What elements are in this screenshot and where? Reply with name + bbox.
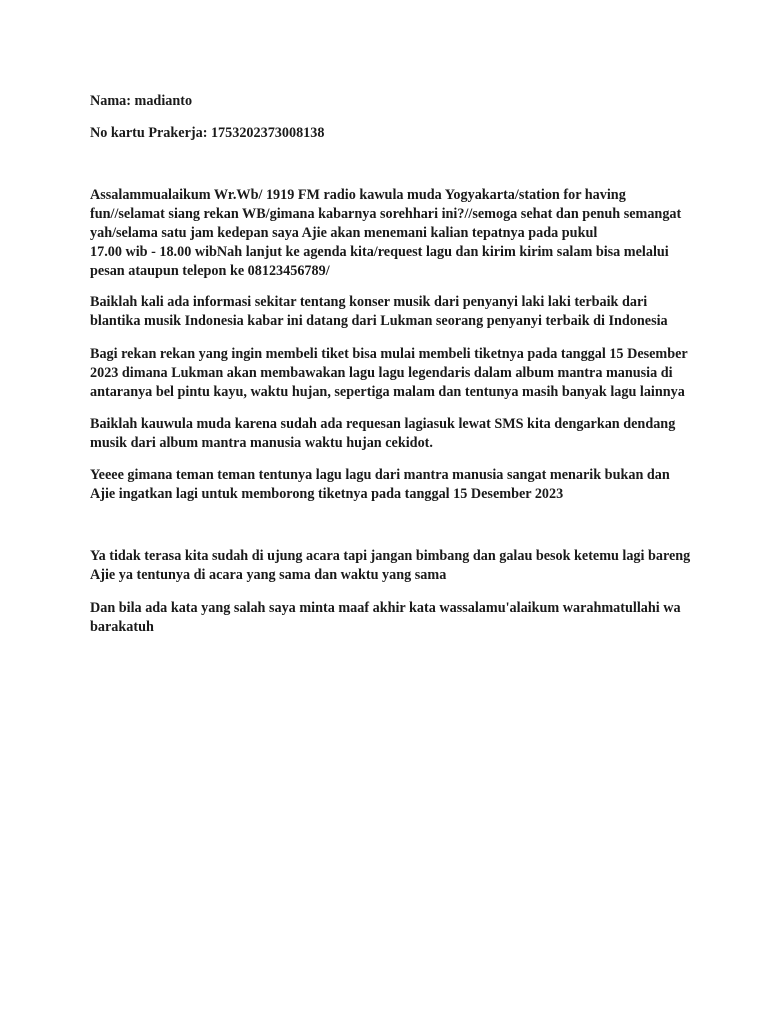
paragraph-line: Dan bila ada kata yang salah saya minta maaf akhir kata wassalamu'alaikum warahmatullahi wa (90, 600, 681, 616)
paragraph-opening (90, 186, 690, 281)
card-number-line (90, 124, 690, 143)
paragraph-line: Baiklah kauwula muda karena sudah ada requesan lagiasuk lewat SMS kita dengarkan dendang (90, 416, 676, 432)
paragraph-reminder (90, 466, 690, 504)
paragraph-line: Ya tidak terasa kita sudah di ujung acara tapi jangan bimbang dan galau besok ketemu lagi bareng (90, 548, 691, 564)
paragraph-line: Assalammualaikum Wr.Wb/ 1919 FM radio kawula muda Yogyakarta/station for having (90, 187, 626, 203)
paragraph-line: Ajie ya tentunya di acara yang sama dan waktu yang sama (90, 567, 447, 583)
paragraph-song-request (90, 415, 690, 453)
card-number-text: No kartu Prakerja: 1753202373008138 (90, 125, 325, 141)
paragraph-line: antaranya bel pintu kayu, waktu hujan, sepertiga malam dan tentunya masih banyak lagu lainnya (90, 384, 685, 400)
paragraph-line: musik dari album mantra manusia waktu hujan cekidot. (90, 435, 433, 451)
paragraph-line: blantika musik Indonesia kabar ini datang dari Lukman seorang penyanyi terbaik di Indonesia (90, 313, 668, 329)
paragraph-line: barakatuh (90, 619, 154, 635)
paragraph-line: Baiklah kali ada informasi sekitar tentang konser musik dari penyanyi laki laki terbaik dari (90, 294, 648, 310)
paragraph-line: Ajie ingatkan lagi untuk memborong tiketnya pada tanggal 15 Desember 2023 (90, 486, 564, 502)
paragraph-line: 2023 dimana Lukman akan membawakan lagu lagu legendaris dalam album mantra manusia di (90, 365, 673, 381)
name-text: Nama: madianto (90, 93, 193, 109)
paragraph-line: yah/selama satu jam kedepan saya Ajie akan menemani kalian tepatnya pada pukul (90, 225, 598, 241)
paragraph-farewell (90, 599, 690, 637)
paragraph-concert-info (90, 293, 690, 331)
paragraph-line: Bagi rekan rekan yang ingin membeli tiket bisa mulai membeli tiketnya pada tanggal 15 Desember (90, 346, 688, 362)
paragraph-closing (90, 547, 690, 585)
paragraph-line: fun//selamat siang rekan WB/gimana kabarnya sorehhari ini?//semoga sehat dan penuh semangat (90, 206, 682, 222)
paragraph-line: Yeeee gimana teman teman tentunya lagu lagu dari mantra manusia sangat menarik bukan dan (90, 467, 670, 483)
paragraph-line: pesan ataupun telepon ke 08123456789/ (90, 263, 330, 279)
name-line (90, 92, 690, 111)
paragraph-ticket-info (90, 345, 690, 402)
paragraph-line: 17.00 wib - 18.00 wibNah lanjut ke agenda kita/request lagu dan kirim kirim salam bisa melalui (90, 244, 669, 260)
